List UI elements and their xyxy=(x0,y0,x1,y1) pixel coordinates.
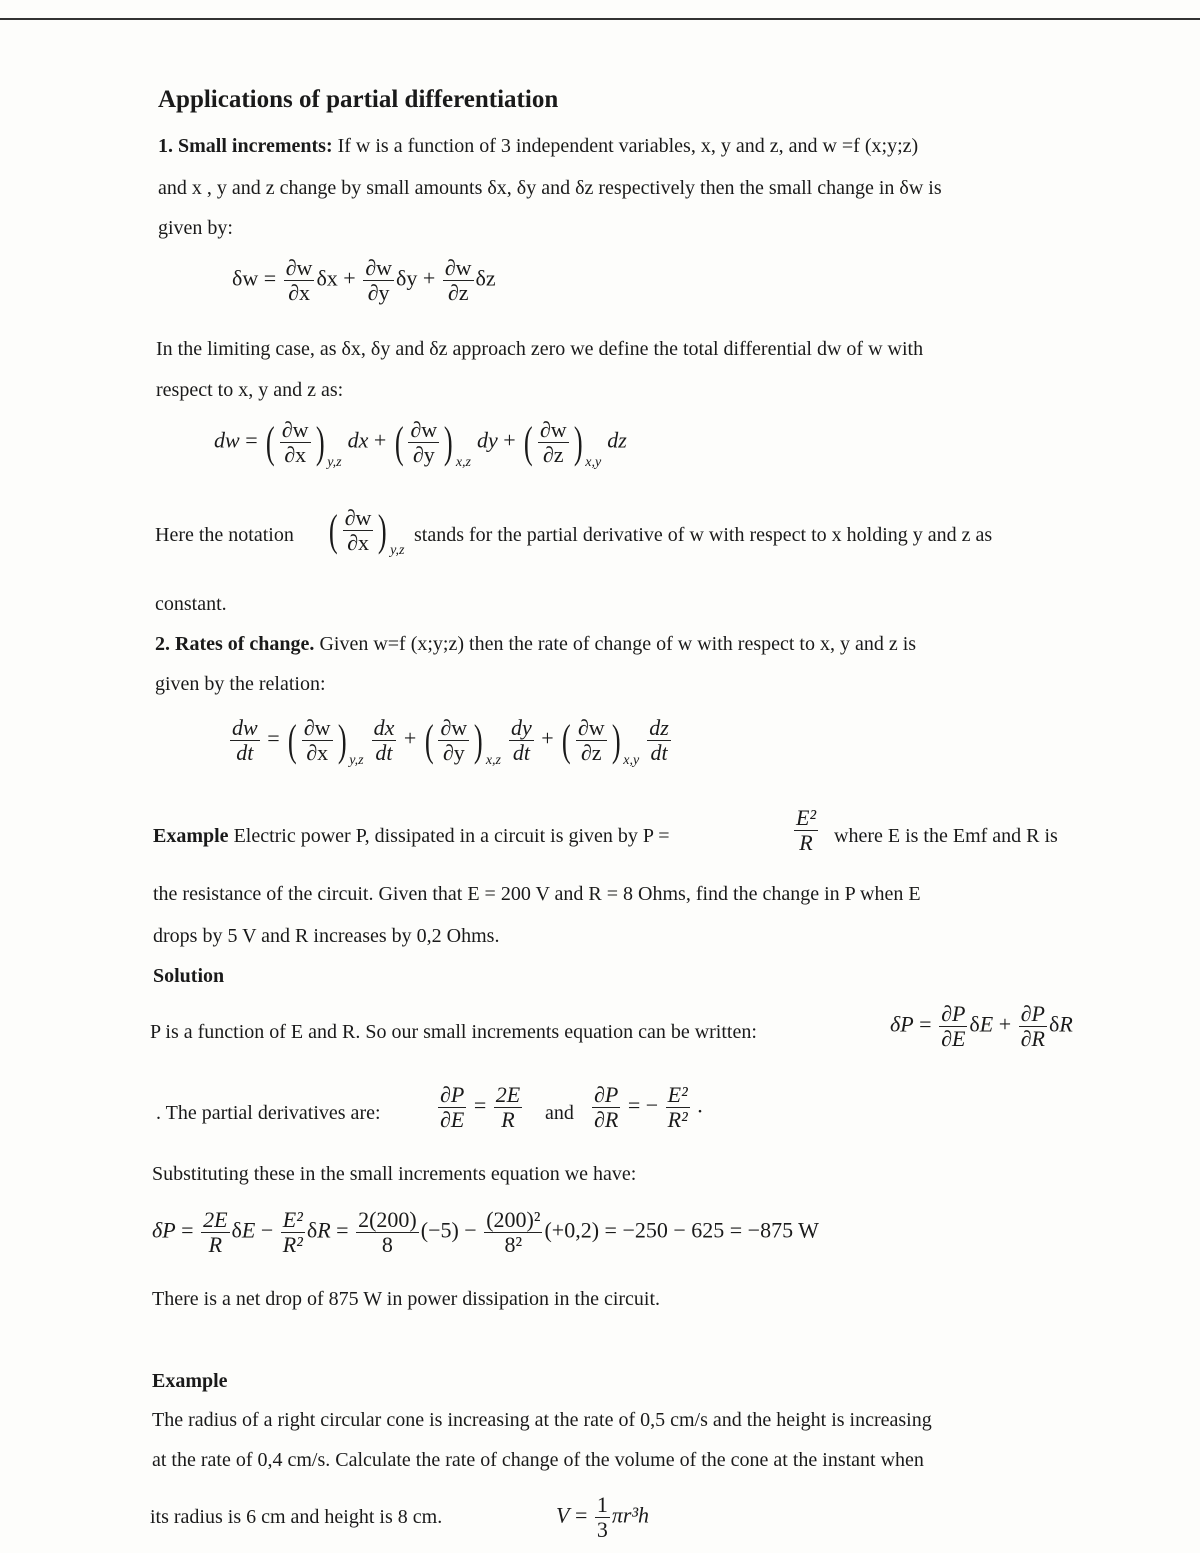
ex1-line1 xyxy=(153,824,670,848)
conclusion: There is a net drop of 875 W in power dissipation in the circuit. xyxy=(152,1288,661,1310)
s2-heading: 2. Rates of change. xyxy=(155,633,315,655)
solution-heading: Solution xyxy=(153,965,225,987)
s2-line1 xyxy=(155,632,916,656)
subst-line: Substituting these in the small increments equation we have: xyxy=(152,1163,637,1185)
s2-text1: Given w=f (x;y;z) then the rate of change of w with respect to x, y and z is xyxy=(314,633,917,655)
ex1-heading: Example xyxy=(153,825,229,847)
eq-dP: δP = $\frac{\partial P}{\partial E}$ δE + $\frac{\partial P}{\partial R}$ δR xyxy=(890,1001,1073,1051)
eq-power: $\frac{\text{E²}}{R}$ xyxy=(796,805,817,855)
scan-top-border xyxy=(0,18,1200,20)
eq-small-increment: δw = $\frac{\partial w}{\partial x}$ δx + $\frac{\partial w}{\partial y}$ δy + $\frac{\partial w}{\partial z}$ δz xyxy=(232,255,496,305)
s1-line3: given by: xyxy=(158,217,233,239)
ex1-line3: drops by 5 V and R increases by 0,2 Ohms. xyxy=(153,925,500,947)
notation-desc: stands for the partial derivative of w with respect to x holding y and z as xyxy=(414,524,993,546)
s1-para1: In the limiting case, as δx, δy and δz approach zero we define the total differential dw of w with xyxy=(156,338,924,360)
ex2-line1: The radius of a right circular cone is increasing at the rate of 0,5 cm/s and the height is increasing xyxy=(152,1409,932,1431)
eq-dP-dE: $\frac{\partial P}{\partial E}$ = $\frac{2E}{R}$ xyxy=(440,1082,521,1132)
ex1-line1b: where E is the Emf and R is xyxy=(834,825,1058,847)
notation-symbol: ( $\frac{\partial w}{\partial x}$ ) $_{y,z}$ xyxy=(328,505,405,558)
s1-line1 xyxy=(158,134,918,158)
result-text: = −250 − 625 = −875 W xyxy=(604,1217,819,1243)
s1-heading: 1. Small increments: xyxy=(158,135,333,157)
page-title: Applications of partial differentiation xyxy=(158,86,559,113)
eq-dP-dR: $\frac{\partial P}{\partial R}$ = − $\frac{\text{E²}}{\text{R²}}$ . xyxy=(594,1082,703,1132)
ex1-text1: Electric power P, dissipated in a circuit is given by P = xyxy=(228,825,670,847)
ex2-line3: its radius is 6 cm and height is 8 cm. xyxy=(150,1506,443,1528)
notation-constant: constant. xyxy=(155,593,227,615)
and-word: and xyxy=(545,1102,574,1124)
s1-para2: respect to x, y and z as: xyxy=(156,379,344,401)
eq-substitution: δP = $\frac{2E}{R}$ δE − $\frac{\text{E²}}{\text{R²}}$ δR = $\frac{2(200)}{8}$ (−5) − $\frac{\text{(200)²}}{\text{8²}}$ (+0,2) = −250 − 625 = −875 W xyxy=(152,1207,819,1257)
eq-rate-of-change: $\frac{dw}{dt}$ = ( $\frac{\partial w}{\partial x}$ ) $_{y,z}$ $\frac{dx}{dt}$ + ( $\frac{\partial w}{\partial y}$ ) $_{x,z}$ $\frac{dy}{dt}$ + ( $\frac{\partial w}{\partial z}$ ) $_{x,y}$ $\frac{dz}{dt}$ xyxy=(232,715,669,768)
eq-total-differential: dw = ( $\frac{\partial w}{\partial x}$ ) $_{y,z}$dx + ( $\frac{\partial w}{\partial y}$ ) $_{x,z}$dy + ( $\frac{\partial w}{\partial z}$ ) $_{x,y}$dz xyxy=(214,417,627,470)
pd-label: . The partial derivatives are: xyxy=(156,1102,381,1124)
ex1-line2: the resistance of the circuit. Given that E = 200 V and R = 8 Ohms, find the change in P when E xyxy=(153,883,921,905)
s1-text1: If w is a function of 3 independent variables, x, y and z, and w =f (x;y;z) xyxy=(332,135,919,157)
sol-line1: P is a function of E and R. So our small increments equation can be written: xyxy=(150,1021,757,1043)
ex2-line2: at the rate of 0,4 cm/s. Calculate the rate of change of the volume of the cone at the instant when xyxy=(152,1449,924,1471)
eq-cone-volume: V = $\frac{1}{3}$ πr³h xyxy=(556,1492,650,1542)
s2-line2: given by the relation: xyxy=(155,673,326,695)
s1-line2: and x , y and z change by small amounts δx, δy and δz respectively then the small change in δw is xyxy=(158,177,942,199)
notation-label: Here the notation xyxy=(155,524,294,546)
ex2-heading: Example xyxy=(152,1370,228,1392)
